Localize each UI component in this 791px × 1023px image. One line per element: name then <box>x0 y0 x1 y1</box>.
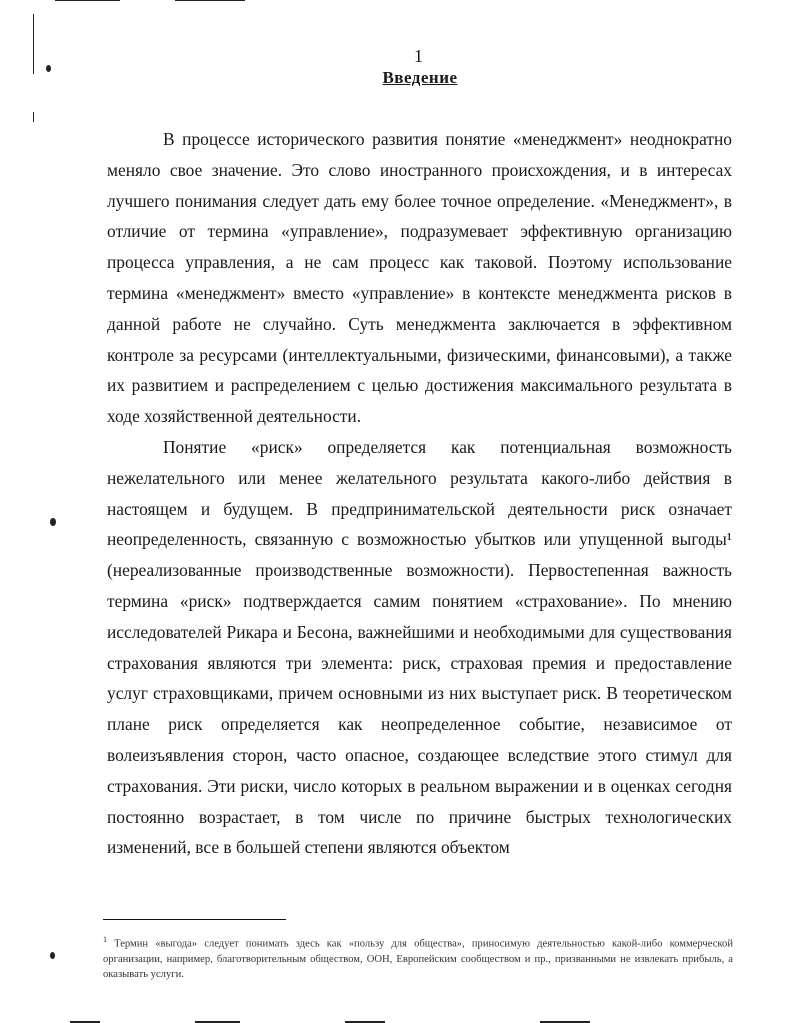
page-number: 1 <box>414 46 423 66</box>
paragraph: Понятие «риск» определяется как потенциальная возможность нежелательного или менее желательного результата какого-либо действия в настоящем и будущем. В предпринимательской деятельности риск означает неопределенность, связанную с возможностью убытков или упущенной выгоды¹ (нереализованные производственные возможности). Первостепенная важность термина «риск» подтверждается самим понятием «страхование». По мнению исследователей Рикара и Бесона, важнейшими и необходимыми для существования страхования являются три элемента: риск, страховая премия и предоставление услуг страховщиками, причем основными из них выступает риск. В теоретическом плане риск определяется как неопределенное событие, независимое от волеизъявления сторон, часто опасное, создающее вследствие этого стимул для страхования. Эти риски, число которых в реальном выражении и в оценках сегодня постоянно возрастает, в том числе по причине быстрых технологических изменений, все в большей степени являются объектом <box>107 436 732 858</box>
scan-artifact <box>50 518 56 526</box>
footnote <box>103 932 733 982</box>
scan-artifact <box>175 0 245 1</box>
body-text <box>107 124 732 863</box>
footnote-text: Термин «выгода» следует понимать здесь как «пользу для общества», приносимую деятельностью какой-либо коммерческой организации, например, благотворительным обществом, ООН, Европейским сообществом и пр., призванными не извлекать прибыль, а оказывать услуги. <box>103 938 733 980</box>
paragraph: В процессе исторического развития понятие «менеджмент» неоднократно меняло свое значение. Это слово иностранного происхождения, и в интересах лучшего понимания следует дать ему более точное определение. «Менеджмент», в отличие от термина «управление», подразумевает эффективную организацию процесса управления, а не сам процесс как таковой. Поэтому использование термина «менеджмент» вместо «управление» в контексте менеджмента рисков в данной работе не случайно. Суть менеджмента заключается в эффективном контроле за ресурсами (интеллектуальными, физическими, финансовыми), а также их развитием и распределением с целью достижения максимального результата в ходе хозяйственной деятельности. <box>107 129 732 427</box>
page-title: Введение <box>382 68 458 87</box>
scan-artifact <box>50 952 55 959</box>
footnote-marker: 1 <box>103 935 107 944</box>
scan-artifact <box>55 0 120 1</box>
footnote-divider <box>103 919 286 920</box>
scan-artifact <box>33 14 34 74</box>
scan-artifact <box>33 112 34 122</box>
